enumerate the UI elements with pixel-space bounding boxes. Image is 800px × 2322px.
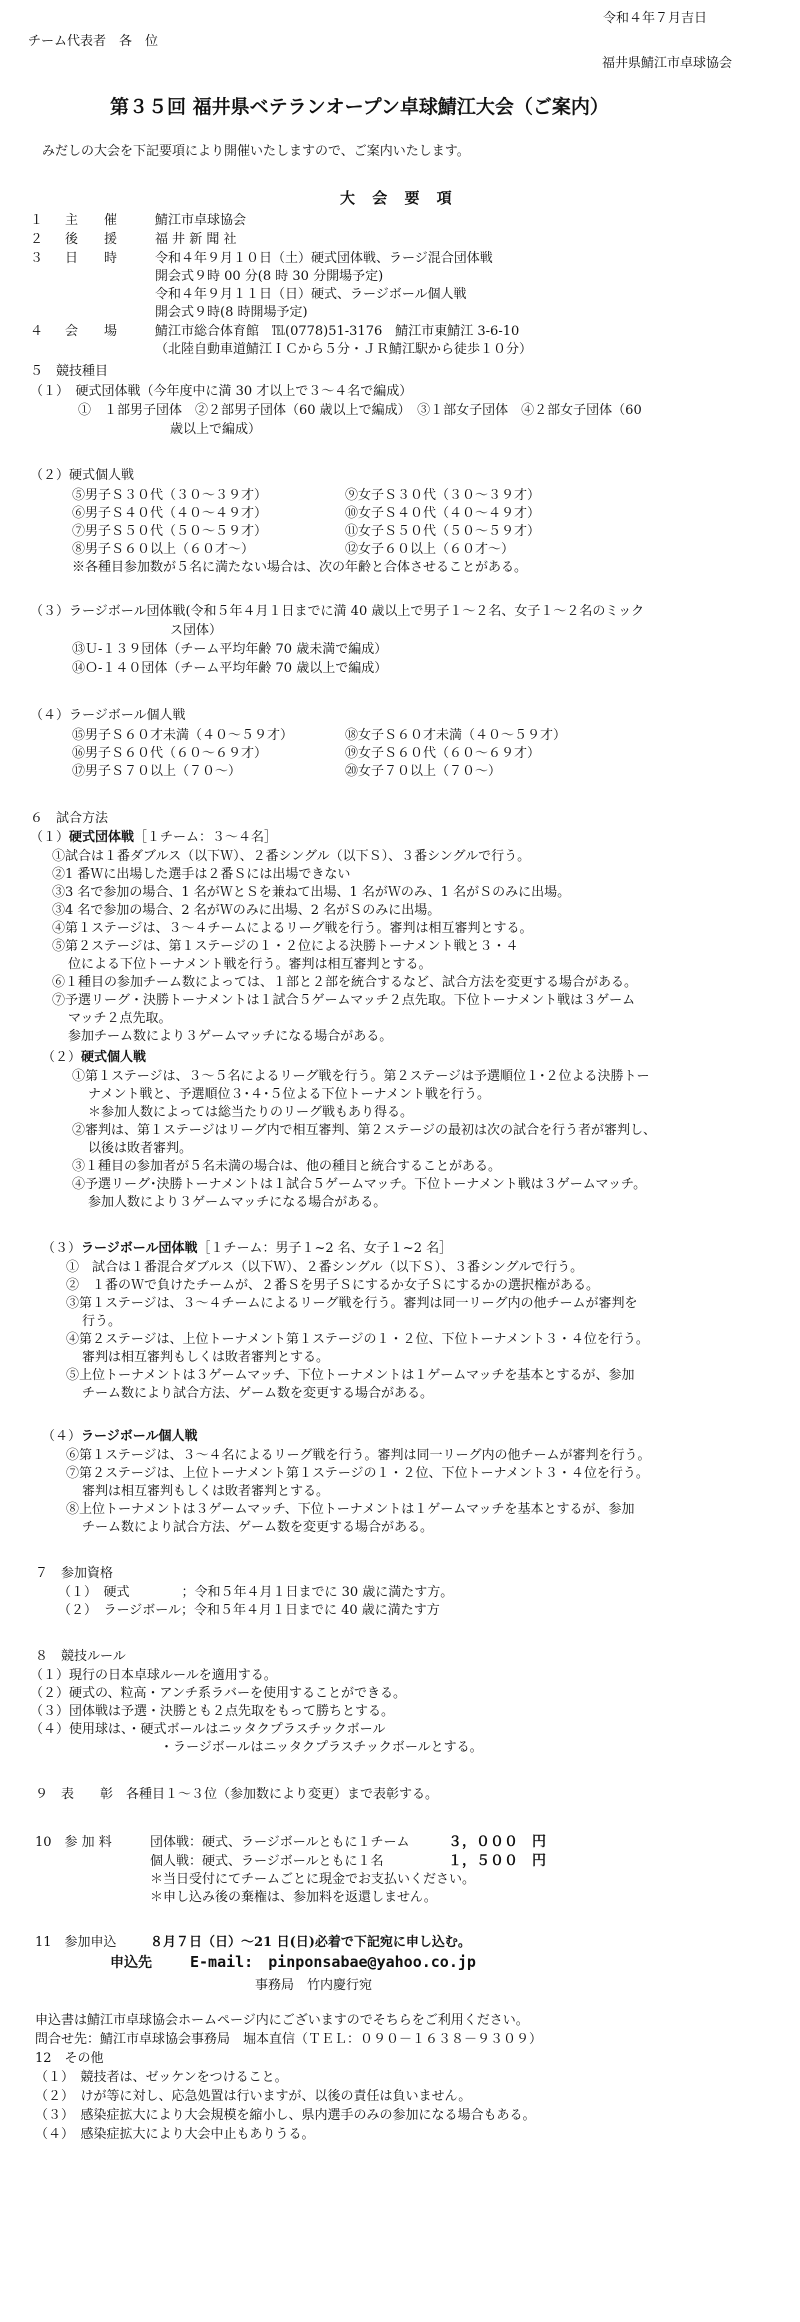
dates-line: 令和４年９月１０日（土）硬式団体戦、ラージ混合団体戦	[155, 251, 493, 266]
other-line: （３） 感染症拡大により大会規模を縮小し、県内選手のみの参加になる場合もある。	[35, 2108, 536, 2123]
download-note: 申込書は鯖江市卓球協会ホームページ内にございますのでそちらをご利用ください。	[35, 2013, 529, 2028]
indiv-heading: （２）硬式個人戦	[30, 468, 135, 483]
indiv-item: ⑪女子Ｓ５０代（５０～５９才）	[345, 524, 541, 539]
indiv-item: ⑨女子Ｓ３０代（３０～３９才）	[345, 488, 541, 503]
method-line: ナメント戦と、予選順位３･４･５位よる下位トーナメント戦を行う。	[88, 1087, 490, 1102]
fee-note: ＊申し込み後の棄権は、参加料を返還しません。	[150, 1890, 437, 1905]
method-line: ⑤上位トーナメントは３ゲームマッチ、下位トーナメントは１ゲームマッチを基本とするが、参加	[66, 1368, 635, 1383]
fee-indiv-label: 個人戦：硬式、ラージボールともに１名	[150, 1854, 384, 1869]
large-indiv-item: ⑱女子Ｓ６０才未満（４０～５９才）	[345, 728, 567, 743]
method-line: マッチ２点先取。	[68, 1011, 172, 1026]
dates-line: 開会式９時 00 分(8 時 30 分開場予定)	[155, 269, 384, 284]
large-team-heading: （３）ラージボール団体戦(令和５年４月１日までに満 40 歳以上で男子１～２名、女子１～２名のミック	[30, 604, 645, 619]
method-line: 参加チーム数により３ゲームマッチになる場合がある。	[68, 1029, 393, 1044]
method-line: ④第２ステージは、上位トーナメント第１ステージの１・２位、下位トーナメント３・４位を行う。	[66, 1332, 649, 1347]
outline-num: １	[30, 213, 44, 228]
outline-value: 鯖江市卓球協会	[155, 213, 247, 228]
team-line: 歳以上で編成）	[170, 422, 262, 437]
method-line: ⑥第１ステージは、３～４名によるリーグ戦を行う。審判は同一リーグ内の他チームが審判を行う。	[66, 1448, 651, 1463]
method-heading-3: （３）ラージボール団体戦［１チーム：男子１~2 名、女子１~2 名］	[42, 1241, 453, 1256]
method-line: ⑦予選リーグ・決勝トーナメントは１試合５ゲームマッチ２点先取。下位トーナメント戦は３ゲーム	[52, 993, 636, 1008]
fee-team-amount: ３，０００ 円	[448, 1834, 546, 1850]
method-line: ④予選リーグ･決勝トーナメントは１試合５ゲームマッチ。下位トーナメント戦は３ゲームマッチ。	[72, 1177, 647, 1192]
fee-label: 10 参 加 料	[35, 1835, 112, 1850]
outline-num: ４	[30, 324, 44, 339]
method-line: チーム数により試合方法、ゲーム数を変更する場合がある。	[82, 1520, 434, 1535]
large-indiv-item: ⑰男子Ｓ７０以上（７０～）	[72, 764, 242, 779]
other-line: （４） 感染症拡大により大会中止もありうる。	[35, 2127, 315, 2142]
section-title: 大 会 要 項	[340, 189, 458, 207]
method-line: ③4 名で参加の場合、2 名がＷのみに出場、2 名がＳのみに出場。	[52, 903, 441, 918]
method-heading-1: （１）硬式団体戦［１チーム：３～４名］	[30, 830, 278, 845]
outline-num: ３	[30, 251, 44, 266]
method-line: ② １番のＷで負けたチームが、２番Ｓを男子Ｓにするか女子Ｓにするかの選択権がある。	[66, 1278, 600, 1293]
method-line: 審判は相互審判もしくは敗者審判とする。	[82, 1350, 330, 1365]
method-line: 行う。	[82, 1314, 122, 1329]
eligibility-heading: ７ 参加資格	[35, 1566, 114, 1581]
method-line: チーム数により試合方法、ゲーム数を変更する場合がある。	[82, 1386, 434, 1401]
method-line: 位による下位トーナメント戦を行う。審判は相互審判とする。	[68, 957, 432, 972]
sender: 福井県鯖江市卓球協会	[602, 56, 733, 71]
large-team-item: ⑭Ｏ-１４０団体（チーム平均年齢 70 歳以上で編成）	[72, 661, 388, 676]
method-line: ②1 番Ｗに出場した選手は２番Ｓには出場できない	[52, 867, 351, 882]
outline-label: 日 時	[65, 251, 118, 266]
other-line: （１） 競技者は、ゼッケンをつけること。	[35, 2070, 288, 2085]
application-to-label: 申込先	[110, 1955, 152, 1971]
large-indiv-item: ⑳女子７０以上（７０～）	[345, 764, 502, 779]
indiv-note: ※各種目参加数が５名に満たない場合は、次の年齢と合体させることがある。	[72, 560, 528, 575]
method-line: ① 試合は１番混合ダブルス（以下Ｗ）、２番シングル（以下Ｓ）、３番シングルで行う。	[66, 1260, 584, 1275]
large-indiv-item: ⑲女子Ｓ６０代（６０～６９才）	[345, 746, 541, 761]
methods-heading: ６ 試合方法	[30, 811, 109, 826]
method-line: ⑧上位トーナメントは３ゲームマッチ、下位トーナメントは１ゲームマッチを基本とするが、参加	[66, 1502, 635, 1517]
indiv-item: ⑧男子Ｓ６０以上（６０才～）	[72, 542, 255, 557]
method-line: ③第１ステージは、３～４チームによるリーグ戦を行う。審判は同一リーグ内の他チームが審判を	[66, 1296, 638, 1311]
issue-date: 令和４年７月吉日	[603, 11, 708, 26]
indiv-item: ⑤男子Ｓ３０代（３０～３９才）	[72, 488, 268, 503]
large-team-heading: ス団体）	[170, 623, 223, 638]
method-line: 以後は敗者審判。	[88, 1141, 193, 1156]
large-indiv-item: ⑯男子Ｓ６０代（６０～６９才）	[72, 746, 268, 761]
large-team-item: ⑬Ｕ-１３９団体（チーム平均年齢 70 歳未満で編成）	[72, 642, 388, 657]
method-line: ③１種目の参加者が５名未満の場合は、他の種目と統合することがある。	[72, 1159, 502, 1174]
outline-label: 主 催	[65, 213, 118, 228]
outline-value: 福 井 新 聞 社	[155, 232, 237, 247]
fee-note: ＊当日受付にてチームごとに現金でお支払いください。	[150, 1872, 476, 1887]
team-line: ① １部男子団体 ②２部男子団体（60 歳以上で編成） ③１部女子団体 ④２部女子団体（60	[78, 403, 642, 418]
outline-label: 後 援	[65, 232, 118, 247]
indiv-item: ⑩女子Ｓ４０代（４０～４９才）	[345, 506, 541, 521]
rules-line: （１）現行の日本卓球ルールを適用する。	[30, 1668, 277, 1683]
venue-line: （北陸自動車道鯖江ＩＣから５分・ＪＲ鯖江駅から徒歩１０分）	[155, 342, 533, 357]
indiv-item: ⑥男子Ｓ４０代（４０～４９才）	[72, 506, 268, 521]
rules-heading: ８ 競技ルール	[35, 1649, 126, 1664]
rules-line: ・ラージボールはニッタクプラスチックボールとする。	[160, 1740, 483, 1755]
other-heading: 12 その他	[35, 2051, 104, 2066]
fee-indiv-amount: １，５００ 円	[448, 1853, 546, 1869]
intro-text: みだしの大会を下記要項により開催いたしますので、ご案内いたします。	[42, 144, 470, 159]
method-line: ③3 名で参加の場合、1 名がＷとＳを兼ねて出場、1 名がＷのみ、1 名がＳのみに出場。	[52, 885, 571, 900]
contact-line: 問合せ先：鯖江市卓球協会事務局 堀本直信（ＴＥＬ：０９０－１６３８－９３０９）	[35, 2032, 543, 2047]
dates-line: 令和４年９月１１日（日）硬式、ラージボール個人戦	[155, 287, 467, 302]
fee-team-label: 団体戦：硬式、ラージボールともに１チーム	[150, 1835, 410, 1850]
method-line: ①第１ステージは、３～５名によるリーグ戦を行う。第２ステージは予選順位１･２位よる決勝トー	[72, 1069, 650, 1084]
rules-line: （２）硬式の、粒高・アンチ系ラバーを使用することができる。	[30, 1686, 406, 1701]
events-heading: ５ 競技種目	[30, 364, 109, 379]
application-label: 11 参加申込	[35, 1935, 117, 1950]
method-line: 参加人数により３ゲームマッチになる場合がある。	[88, 1195, 387, 1210]
application-office: 事務局 竹内慶行宛	[255, 1978, 373, 1993]
application-email[interactable]: E-mail: pinponsabae@yahoo.co.jp	[190, 1953, 476, 1971]
method-line: ⑤第２ステージは、第１ステージの１・２位による決勝トーナメント戦と３・４	[52, 939, 519, 954]
other-line: （２） けが等に対し、応急処置は行いますが、以後の責任は負いません。	[35, 2089, 472, 2104]
dates-line: 開会式９時(8 時開場予定)	[155, 305, 308, 320]
method-line: ④第１ステージは、３～４チームによるリーグ戦を行う。審判は相互審判とする。	[52, 921, 533, 936]
awards-line: ９ 表 彰 各種目１～３位（参加数により変更）まで表彰する。	[35, 1787, 439, 1802]
team-heading: （１） 硬式団体戦（今年度中に満 30 才以上で３～４名で編成）	[30, 384, 413, 399]
outline-num: ２	[30, 232, 44, 247]
eligibility-line: （２） ラージボール；令和５年４月１日までに 40 歳に満たす方	[58, 1603, 440, 1618]
indiv-item: ⑦男子Ｓ５０代（５０～５９才）	[72, 524, 268, 539]
addressee: チーム代表者 各 位	[28, 34, 159, 49]
method-heading-4: （４）ラージボール個人戦	[42, 1429, 198, 1444]
indiv-item: ⑫女子６０以上（６０才～）	[345, 542, 515, 557]
application-deadline: ８月７日（日）～21 日(日)必着で下記宛に申し込む。	[150, 1935, 471, 1950]
eligibility-line: （１） 硬式 ；令和５年４月１日までに 30 歳に満たす方。	[58, 1585, 454, 1600]
method-line: ＊参加人数によっては総当たりのリーグ戦もあり得る。	[88, 1105, 414, 1120]
method-line: ⑦第２ステージは、上位トーナメント第１ステージの１・２位、下位トーナメント３・４位を行う。	[66, 1466, 649, 1481]
method-line: ⑥１種目の参加チーム数によっては、１部と２部を統合するなど、試合方法を変更する場合がある。	[52, 975, 638, 990]
large-indiv-item: ⑮男子Ｓ６０才未満（４０～５９才）	[72, 728, 294, 743]
rules-line: （３）団体戦は予選・決勝とも２点先取をもって勝ちとする。	[30, 1704, 395, 1719]
outline-label: 会 場	[65, 324, 118, 339]
large-indiv-heading: （４）ラージボール個人戦	[30, 708, 186, 723]
method-heading-2: （２）硬式個人戦	[42, 1050, 147, 1065]
page-title: 第３５回 福井県ベテランオープン卓球鯖江大会（ご案内）	[110, 96, 609, 118]
venue-line: 鯖江市総合体育館 ℡(0778)51-3176 鯖江市東鯖江 3-6-10	[155, 324, 520, 339]
method-line: 審判は相互審判もしくは敗者審判とする。	[82, 1484, 330, 1499]
method-line: ②審判は、第１ステージはリーグ内で相互審判、第２ステージの最初は次の試合を行う者が審判し、	[72, 1123, 656, 1138]
method-line: ①試合は１番ダブルス（以下Ｗ）、２番シングル（以下Ｓ）、３番シングルで行う。	[52, 849, 531, 864]
rules-line: （４）使用球は、・硬式ボールはニッタクプラスチックボール	[30, 1722, 386, 1737]
